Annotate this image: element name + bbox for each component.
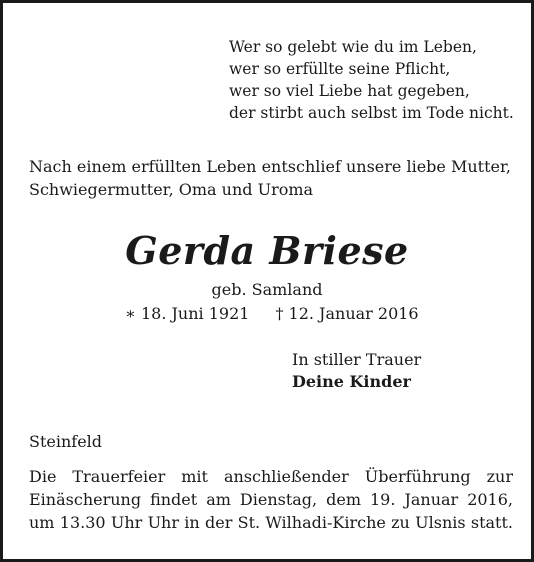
poem-line: wer so erfüllte seine Pflicht, <box>229 60 451 78</box>
death-date: † 12. Januar 2016 <box>275 304 419 323</box>
memorial-poem <box>229 36 514 124</box>
birth-date: ∗ 18. Juni 1921 <box>125 304 250 323</box>
poem-line: der stirbt auch selbst im Tode nicht. <box>229 104 514 122</box>
service-line: Einäscherung findet am Dienstag, dem 19. Januar 2016, <box>29 490 513 509</box>
funeral-service-info <box>29 465 513 534</box>
mourners-block <box>292 349 421 393</box>
intro-line: Schwiegermutter, Oma und Uroma <box>29 180 314 199</box>
deceased-name: Gerda Briese <box>125 228 409 273</box>
intro-line: Nach einem erfüllten Leben entschlief unsere liebe Mutter, <box>29 157 511 176</box>
maiden-name: geb. Samland <box>211 280 323 299</box>
mourners-signature: Deine Kinder <box>292 372 411 391</box>
poem-line: wer so viel Liebe hat gegeben, <box>229 82 470 100</box>
intro-text <box>29 155 511 201</box>
service-line: Die Trauerfeier mit anschließender Überführung zur <box>29 467 513 486</box>
place-name: Steinfeld <box>29 432 103 451</box>
mourning-phrase: In stiller Trauer <box>292 350 422 369</box>
service-line: um 13.30 Uhr Uhr in der St. Wilhadi-Kirche zu Ulsnis statt. <box>29 513 513 532</box>
life-dates <box>125 303 419 325</box>
poem-line: Wer so gelebt wie du im Leben, <box>229 38 477 56</box>
